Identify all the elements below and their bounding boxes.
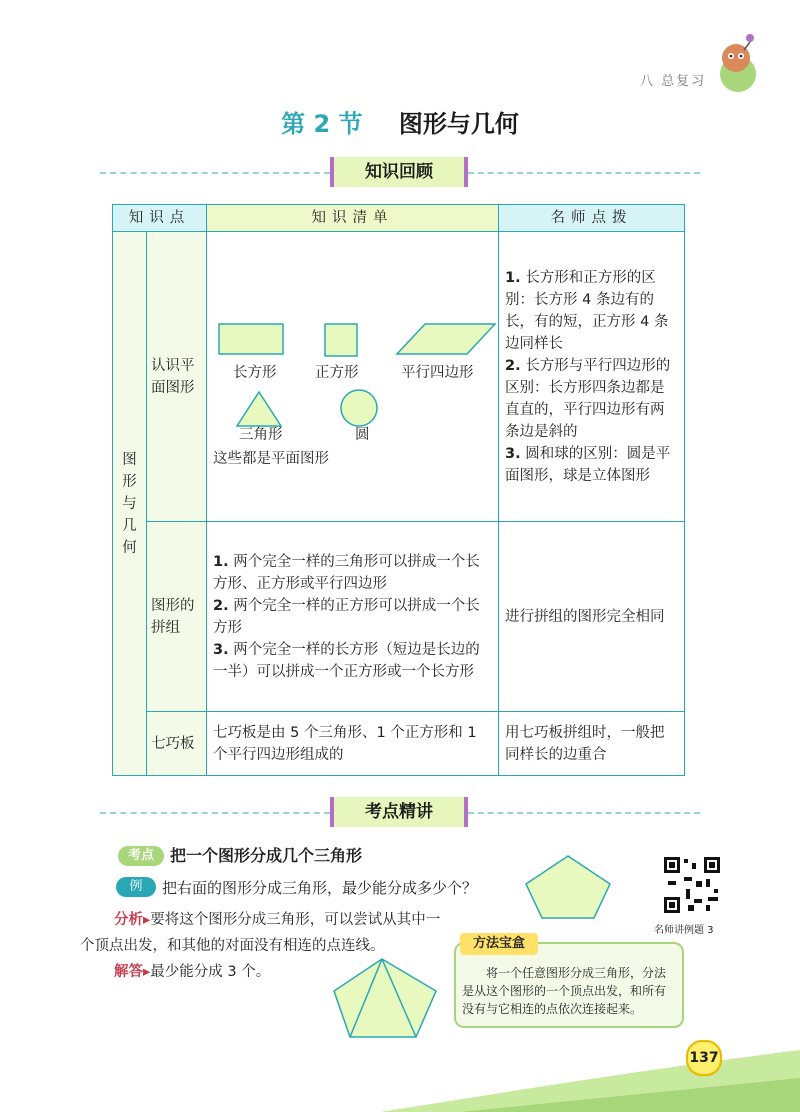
- section-number: 第 2 节: [281, 110, 363, 138]
- subcategory: 认识平面图形: [147, 232, 207, 522]
- analysis-text: 要将这个图形分成三角形，可以尝试从其中一: [150, 912, 441, 928]
- analysis-label: 分析: [114, 912, 143, 928]
- triangle-shape: [237, 392, 281, 426]
- tip-item: 2. 长方形与平行四边形的区别：长方形四条边都是直直的，平行四边形有两条边是斜的: [505, 357, 671, 440]
- method-text: 将一个任意图形分成三角形，分法是从这个图形的一个顶点出发，和所有没有与它相连的点依次连接起来。: [462, 966, 667, 1016]
- shapes-note: 这些都是平面图形: [213, 450, 329, 467]
- mascot-icon: [714, 30, 762, 94]
- main-category: [113, 232, 147, 776]
- table-row: [113, 232, 685, 522]
- exam-point-title: 把一个图形分成几个三角形: [170, 846, 363, 865]
- example-tag: 例: [116, 877, 156, 897]
- content-item: 3. 两个完全一样的长方形（短边是长边的一半）可以拼成一个正方形或一个长方形: [213, 641, 480, 680]
- content-item: 1. 两个完全一样的三角形可以拼成一个长方形、正方形或平行四边形: [213, 553, 480, 592]
- section-title: [0, 104, 800, 139]
- divided-pentagon-figure: [330, 955, 440, 1041]
- arrow-icon: ▸: [143, 912, 151, 928]
- parallelogram-shape: [397, 324, 495, 354]
- answer-line: [114, 960, 270, 981]
- rectangle-shape: [219, 324, 283, 354]
- tip-cell: 进行拼组的图形完全相同: [499, 522, 685, 712]
- exam-point-tag: 考点: [118, 846, 164, 866]
- footer-wave: [0, 1030, 800, 1112]
- header-knowledge-point: 知识点: [113, 205, 207, 232]
- knowledge-table: [112, 204, 685, 776]
- tip-item: 1. 长方形和正方形的区别：长方形 4 条边有的长，有的短，正方形 4 条边同样长: [505, 269, 669, 352]
- arrow-icon: ▸: [143, 964, 151, 980]
- analysis-line-1: [114, 908, 440, 929]
- rect-label: 长方形: [233, 364, 277, 381]
- method-tag: 方法宝盒: [460, 933, 538, 955]
- circle-shape: [341, 390, 377, 426]
- table-header-row: [113, 205, 685, 232]
- parallelogram-label: 平行四边形: [401, 364, 474, 381]
- page-number: 137: [686, 1040, 722, 1076]
- content-cell: 七巧板是由 5 个三角形、1 个正方形和 1 个平行四边形组成的: [207, 712, 499, 776]
- subcategory: 七巧板: [147, 712, 207, 776]
- header-teacher-tips: 名师点拨: [499, 205, 685, 232]
- divider-left: [100, 172, 330, 174]
- review-banner: 知识回顾: [330, 157, 468, 187]
- header-knowledge-list: 知识清单: [207, 205, 499, 232]
- answer-text: 最少能分成 3 个。: [150, 964, 271, 980]
- tips-cell: [499, 232, 685, 522]
- tip-item: 3. 圆和球的区别：圆是平面图形，球是立体图形: [505, 445, 671, 484]
- subcategory: 图形的拼组: [147, 522, 207, 712]
- section-name: 图形与几何: [398, 110, 519, 138]
- analysis-line-2: 个顶点出发，和其他的对面没有相连的点连线。: [80, 938, 385, 954]
- qr-caption: 名师讲例题 3: [654, 925, 714, 936]
- square-shape: [325, 324, 357, 356]
- example-text: 把右面的图形分成三角形，最少能分成多少个？: [162, 879, 478, 897]
- chapter-header: 八 总复习: [640, 74, 707, 89]
- table-row: [113, 522, 685, 712]
- tip-cell: 用七巧板拼组时，一般把同样长的边重合: [499, 712, 685, 776]
- divider-left: [100, 812, 330, 814]
- qr-code[interactable]: [662, 855, 722, 915]
- answer-label: 解答: [114, 964, 143, 980]
- shapes-row-2-labels: [213, 424, 492, 448]
- shapes-cell: [207, 232, 499, 522]
- divider-right: [468, 812, 700, 814]
- triangle-label: 三角形: [239, 426, 283, 443]
- divider-right: [468, 172, 700, 174]
- circle-label: 圆: [355, 426, 370, 443]
- main-category-label: 图形与几何: [122, 451, 137, 556]
- pentagon-figure: [522, 852, 614, 922]
- square-label: 正方形: [315, 364, 359, 381]
- shapes-illustration: [213, 284, 492, 444]
- content-cell: [207, 522, 499, 712]
- exam-banner: 考点精讲: [330, 797, 468, 827]
- table-row: [113, 712, 685, 776]
- content-item: 2. 两个完全一样的正方形可以拼成一个长方形: [213, 597, 480, 636]
